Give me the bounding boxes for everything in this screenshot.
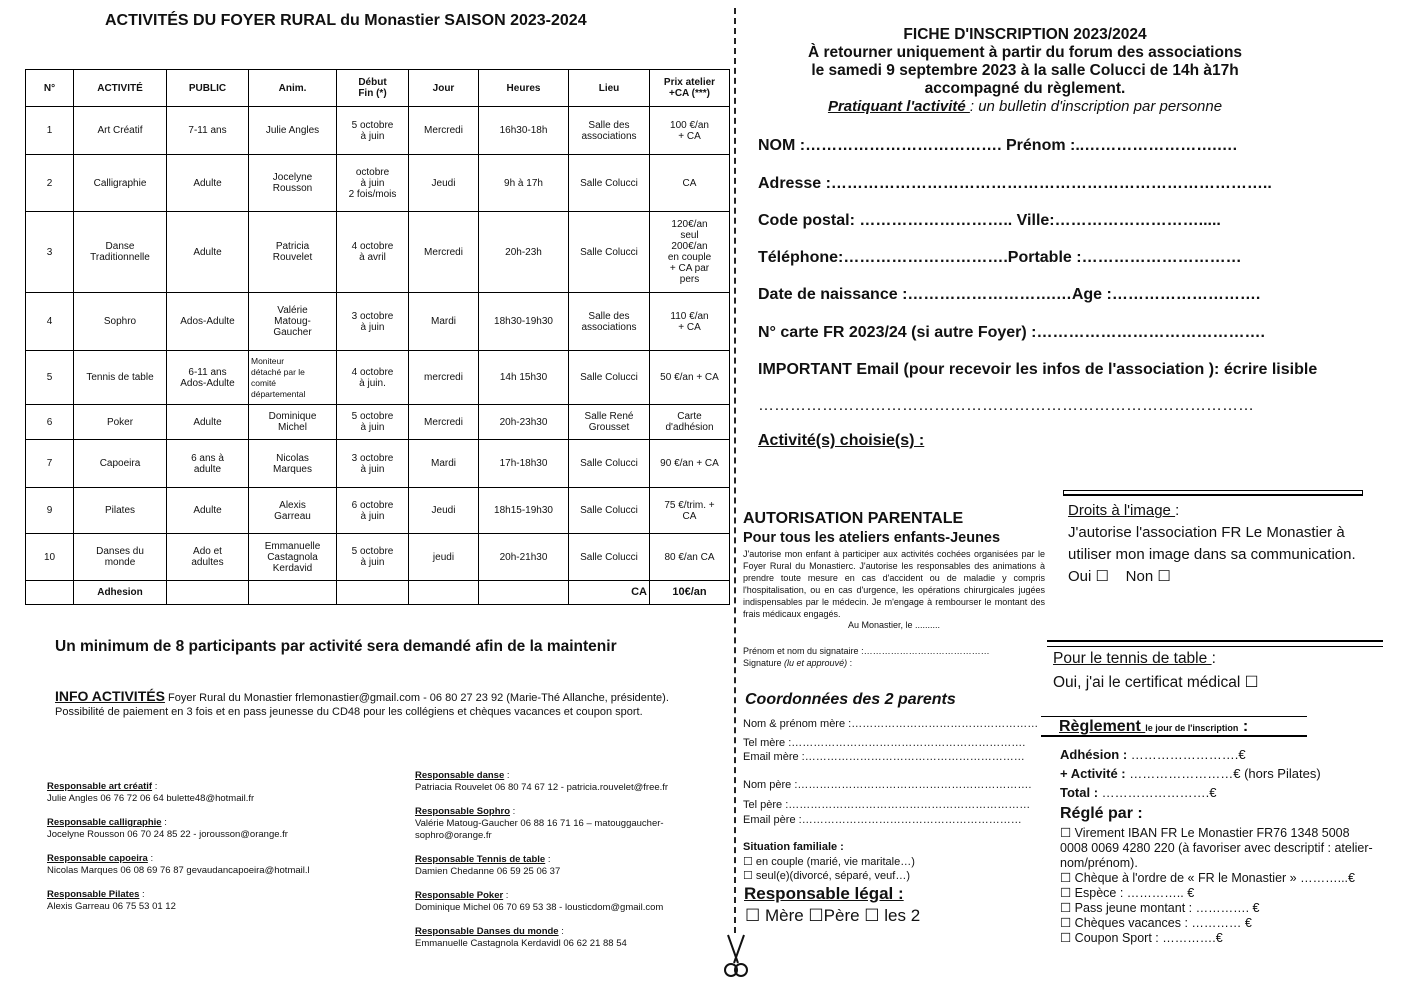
paid-by-title: Réglé par :	[1060, 805, 1143, 822]
cell-anim: Patricia Rouvelet	[249, 212, 337, 293]
cell-n: 5	[26, 351, 74, 405]
parental-place: Au Monastier, le ..........	[847, 620, 941, 630]
resp-text: Patriacia Rouvelet 06 80 74 67 12 - patricia.rouvelet@free.fr	[415, 782, 669, 793]
adhesion-price: 10€/an	[650, 581, 730, 605]
father-email-field[interactable]: Email père :……………………………………………………	[743, 814, 1022, 826]
cell-public: Adulte	[167, 155, 249, 212]
adhesion-amount-field[interactable]: Adhésion : …………………….€	[1060, 747, 1246, 762]
cell-jour: mercredi	[409, 351, 479, 405]
adhesion-row	[26, 581, 730, 605]
father-phone-field[interactable]: Tel père :…………………………………………………………	[743, 799, 1031, 811]
cell-jour: Mardi	[409, 293, 479, 351]
cell-n: 9	[26, 488, 74, 534]
responsables-left-column: Responsable art créatif : Julie Angles 06 76 72 06 64 bulette48@hotmail.fr Responsable calligraphie : Jocelyne Rousson 06 70 24 85 22 - jorousson@orange.fr Responsable capoeira : Nicolas Marques 06 08 69 76 87 gevaudancapoeira@hotmail.l Responsable Pilates : Alexis Garreau 06 75 53 01 12	[47, 781, 310, 912]
activity-amount-field[interactable]: + Activité : ……………………€ (hors Pilates)	[1060, 766, 1321, 781]
info-text: Foyer Rural du Monastier frlemonastier@gmail.com - 06 80 27 23 92 (Marie-Thé Allanche, présidente).	[164, 692, 669, 704]
cell-debut: 4 octobre à avril	[337, 212, 409, 293]
reglement-title: Règlement	[1059, 718, 1146, 735]
cell-activite: Capoeira	[74, 440, 167, 488]
cell-prix: 50 €/an + CA	[650, 351, 730, 405]
cell-public: Adulte	[167, 488, 249, 534]
signer-name-field[interactable]: Prénom et nom du signataire :……………………………………	[743, 646, 990, 656]
father-name-field[interactable]: Nom père :……………………………………………………….	[743, 779, 1032, 791]
cell-heures: 18h15-19h30	[479, 488, 569, 534]
field-email-label: IMPORTANT Email (pour recevoir les infos de l'association ): écrire lisible	[758, 361, 1318, 378]
resp-text: Dominique Michel 06 70 69 53 38 - lousticdom@gmail.com	[415, 902, 664, 913]
table-row	[26, 212, 730, 293]
cell-lieu: Salle Colucci	[569, 351, 650, 405]
form-line-1: À retourner uniquement à partir du forum des associations	[807, 44, 1243, 61]
cell-anim: Nicolas Marques	[249, 440, 337, 488]
resp-title: Responsable art créatif	[47, 781, 153, 792]
image-rights-yes-checkbox[interactable]: Oui ☐	[1068, 568, 1109, 585]
header-prix: Prix atelier +CA (***)	[650, 70, 730, 107]
cell-debut: 5 octobre à juin	[337, 107, 409, 155]
cell-lieu: Salle des associations	[569, 293, 650, 351]
resp-title: Responsable Poker	[415, 890, 504, 901]
cell-prix: 90 €/an + CA	[650, 440, 730, 488]
cell-heures: 16h30-18h	[479, 107, 569, 155]
parents-coordinates-title: Coordonnées des 2 parents	[745, 691, 956, 708]
mother-name-field[interactable]: Nom & prénom mère :……………………………………………	[743, 718, 1039, 730]
cell-jour: Mercredi	[409, 405, 479, 440]
payment-cash-checkbox[interactable]: ☐ Espèce : ………….. €	[1060, 886, 1195, 900]
form-header	[760, 26, 1290, 116]
cell-n: 10	[26, 534, 74, 581]
resp-title: Responsable Sophro	[415, 806, 511, 817]
cell-activite: Danses du monde	[74, 534, 167, 581]
image-rights-bar	[1063, 490, 1363, 496]
payment-cheques-vacances-checkbox[interactable]: ☐ Chèques vacances : ………… €	[1060, 916, 1252, 930]
activities-table	[25, 69, 730, 605]
cell-activite: Sophro	[74, 293, 167, 351]
page-title: ACTIVITÉS DU FOYER RURAL du Monastier SAISON 2023-2024	[105, 12, 587, 29]
header-public: PUBLIC	[167, 70, 249, 107]
cell-jour: jeudi	[409, 534, 479, 581]
adhesion-ca: CA	[569, 581, 650, 605]
parental-authorisation	[743, 510, 1045, 630]
cut-line	[734, 8, 736, 933]
parental-subtitle: Pour tous les ateliers enfants-Jeunes	[743, 530, 1001, 546]
cell-prix: 75 €/trim. + CA	[650, 488, 730, 534]
pratiquant-text: : un bulletin d'inscription par personne	[969, 98, 1223, 115]
field-telephone[interactable]: Téléphone:………………………….Portable :…………………………	[758, 249, 1242, 266]
payment-transfer-checkbox[interactable]: ☐ Virement IBAN FR Le Monastier FR76 1348 5008 0008 0069 4280 220 (à favoriser avec descriptif : atelier-nom/prénom).	[1060, 826, 1373, 870]
cell-n: 1	[26, 107, 74, 155]
situation-single-checkbox[interactable]: ☐ seul(e)(divorcé, séparé, veuf…)	[743, 870, 910, 882]
header-lieu: Lieu	[569, 70, 650, 107]
form-line-3: accompagné du règlement.	[924, 80, 1126, 97]
image-rights-box: Droits à l'image : J'autorise l'association FR Le Monastier à utiliser mon image dans sa communication. Oui ☐ Non ☐	[1063, 490, 1363, 588]
field-activites[interactable]: Activité(s) choisie(s) :	[758, 432, 925, 449]
table-row	[26, 107, 730, 155]
table-row	[26, 351, 730, 405]
field-cp-ville[interactable]: Code postal: ……………………….. Ville:……………………….....	[758, 212, 1221, 229]
cell-jour: Jeudi	[409, 155, 479, 212]
cell-n: 2	[26, 155, 74, 212]
field-naissance[interactable]: Date de naissance :……………………….…Age :……………………….	[758, 286, 1261, 303]
cell-n: 4	[26, 293, 74, 351]
legal-guardian-title: Responsable légal :	[744, 884, 904, 903]
cell-public: Adulte	[167, 405, 249, 440]
cell-n: 3	[26, 212, 74, 293]
cell-heures: 9h à 17h	[479, 155, 569, 212]
cell-debut: 5 octobre à juin	[337, 534, 409, 581]
signature-block	[743, 645, 990, 669]
image-rights-title: Droits à l'image	[1068, 502, 1176, 519]
form-line-2: le samedi 9 septembre 2023 à la salle Colucci de 14h à17h	[811, 62, 1239, 79]
field-nom-prenom[interactable]: NOM :………………………………. Prénom :..…………………….….	[758, 137, 1238, 154]
resp-text: Damien Chedanne 06 59 25 06 37	[415, 866, 561, 877]
mother-email-field[interactable]: Email mère :……………………………………………………	[743, 751, 1025, 763]
tennis-box: Pour le tennis de table : Oui, j'ai le certificat médical ☐	[1047, 640, 1383, 695]
header-activite: ACTIVITÉ	[74, 70, 167, 107]
field-adresse[interactable]: Adresse :………………………………………………………………………..	[758, 175, 1272, 192]
cell-prix: CA	[650, 155, 730, 212]
cell-activite: Pilates	[74, 488, 167, 534]
table-row	[26, 440, 730, 488]
situation-couple-checkbox[interactable]: ☐ en couple (marié, vie maritale…)	[743, 856, 915, 868]
image-rights-text: J'autorise l'association FR Le Monastier à utiliser mon image dans sa communication.	[1068, 524, 1356, 563]
table-row	[26, 155, 730, 212]
reglement-amounts	[1060, 745, 1360, 802]
cell-prix: 120€/an seul 200€/an en couple + CA par pers	[650, 212, 730, 293]
cell-debut: 5 octobre à juin	[337, 405, 409, 440]
cell-lieu: Salle Colucci	[569, 212, 650, 293]
cell-lieu: Salle Colucci	[569, 440, 650, 488]
payment-cheque-checkbox[interactable]: ☐ Chèque à l'ordre de « FR le Monastier » ………...€	[1060, 871, 1355, 885]
cell-jour: Jeudi	[409, 488, 479, 534]
cell-heures: 20h-21h30	[479, 534, 569, 581]
cell-activite: Calligraphie	[74, 155, 167, 212]
tennis-certificate-checkbox[interactable]: Oui, j'ai le certificat médical ☐	[1053, 674, 1259, 691]
cell-anim: Julie Angles	[249, 107, 337, 155]
responsables-right-column: Responsable danse : Patriacia Rouvelet 06 80 74 67 12 - patricia.rouvelet@free.fr Responsable Sophro : Valérie Matoug-Gaucher 06 88 16 71 16 – matouggaucher- sophro@orange.fr Responsable Tennis de table : Damien Chedanne 06 59 25 06 37 Responsable Poker : Dominique Michel 06 70 69 53 38 - lousticdom@gmail.com Responsable Danses du monde : Emmanuelle Castagnola Kerdavidl 06 62 21 88 54	[415, 770, 669, 949]
cell-public: 7-11 ans	[167, 107, 249, 155]
cell-lieu: Salle Colucci	[569, 488, 650, 534]
total-amount-field[interactable]: Total : …………………….€	[1060, 785, 1217, 800]
cell-anim: Dominique Michel	[249, 405, 337, 440]
payment-methods	[1060, 826, 1380, 946]
cell-activite: Tennis de table	[74, 351, 167, 405]
cell-debut: 3 octobre à juin	[337, 440, 409, 488]
resp-title: Responsable calligraphie	[47, 817, 162, 828]
resp-title: Responsable danse	[415, 770, 505, 781]
resp-title: Responsable Danses du monde	[415, 926, 559, 937]
info-text-2: Possibilité de paiement en 3 fois et en pass jeunesse du CD48 pour les collégiens et chèques vacances et coupon sport.	[55, 706, 643, 718]
cell-jour: Mercredi	[409, 212, 479, 293]
cell-anim: Alexis Garreau	[249, 488, 337, 534]
cell-debut: 3 octobre à juin	[337, 293, 409, 351]
header-jour: Jour	[409, 70, 479, 107]
scissors-icon	[722, 933, 750, 979]
cell-jour: Mercredi	[409, 107, 479, 155]
cell-lieu: Salle René Grousset	[569, 405, 650, 440]
cell-public: 6-11 ans Ados-Adulte	[167, 351, 249, 405]
resp-title: Responsable Pilates	[47, 889, 140, 900]
cell-activite: Danse Traditionnelle	[74, 212, 167, 293]
field-carte-fr[interactable]: N° carte FR 2023/24 (si autre Foyer) :…………………………………….	[758, 324, 1265, 341]
cell-jour: Mardi	[409, 440, 479, 488]
cell-activite: Art Créatif	[74, 107, 167, 155]
reglement-subtitle: le jour de l'inscription	[1145, 723, 1239, 733]
header-num: N°	[26, 70, 74, 107]
cell-heures: 20h-23h	[479, 212, 569, 293]
mother-phone-field[interactable]: Tel mère :……………………………………………………….	[743, 737, 1026, 749]
table-header-row	[26, 70, 730, 107]
signature-field[interactable]: Signature (lu et approuvé) :	[743, 658, 853, 668]
form-title: FICHE D'INSCRIPTION 2023/2024	[903, 26, 1147, 43]
resp-text: Emmanuelle Castagnola Kerdavidl 06 62 21 88 54	[415, 938, 627, 949]
cell-anim: Jocelyne Rousson	[249, 155, 337, 212]
tennis-title: Pour le tennis de table	[1053, 650, 1212, 667]
payment-coupon-sport-checkbox[interactable]: ☐ Coupon Sport : ………….€	[1060, 931, 1223, 945]
cell-heures: 20h-23h30	[479, 405, 569, 440]
family-situation-title: Situation familiale :	[743, 841, 844, 853]
image-rights-no-checkbox[interactable]: Non ☐	[1125, 568, 1171, 585]
tennis-bar	[1047, 640, 1383, 647]
resp-title: Responsable capoeira	[47, 853, 148, 864]
cell-lieu: Salle Colucci	[569, 155, 650, 212]
header-heures: Heures	[479, 70, 569, 107]
cell-public: 6 ans à adulte	[167, 440, 249, 488]
cell-lieu: Salle des associations	[569, 107, 650, 155]
cell-prix: 80 €/an CA	[650, 534, 730, 581]
cell-heures: 14h 15h30	[479, 351, 569, 405]
pratiquant-label: Pratiquant l'activité	[827, 98, 970, 115]
resp-title: Responsable Tennis de table	[415, 854, 546, 865]
cell-debut: 6 octobre à juin	[337, 488, 409, 534]
cell-public: Adulte	[167, 212, 249, 293]
resp-text: Nicolas Marques 06 08 69 76 87 gevaudancapoeira@hotmail.l	[47, 865, 310, 876]
table-row	[26, 488, 730, 534]
cell-prix: 110 €/an + CA	[650, 293, 730, 351]
parental-title: AUTORISATION PARENTALE	[743, 510, 964, 527]
header-anim: Anim.	[249, 70, 337, 107]
cell-prix: Carte d'adhésion	[650, 405, 730, 440]
info-activites	[55, 689, 725, 719]
cell-public: Ado et adultes	[167, 534, 249, 581]
cell-n: 6	[26, 405, 74, 440]
cell-heures: 18h30-19h30	[479, 293, 569, 351]
table-row	[26, 405, 730, 440]
info-label: INFO ACTIVITÉS	[55, 688, 165, 704]
resp-text: Alexis Garreau 06 75 53 01 12	[47, 901, 176, 912]
reglement-box: Règlement le jour de l'inscription :	[1041, 716, 1307, 737]
table-row	[26, 293, 730, 351]
cell-anim: Emmanuelle Castagnola Kerdavid	[249, 534, 337, 581]
cell-anim: Moniteur détaché par le comité départemental	[249, 351, 337, 405]
field-email-line[interactable]: …………………………………………………………………………………	[758, 397, 1254, 414]
resp-text: Jocelyne Rousson 06 70 24 85 22 - jorousson@orange.fr	[47, 829, 288, 840]
cell-debut: 4 octobre à juin.	[337, 351, 409, 405]
table-row	[26, 534, 730, 581]
cell-anim: Valérie Matoug- Gaucher	[249, 293, 337, 351]
resp-text: Julie Angles 06 76 72 06 64 bulette48@hotmail.fr	[47, 793, 255, 804]
cell-prix: 100 €/an + CA	[650, 107, 730, 155]
cell-debut: octobre à juin 2 fois/mois	[337, 155, 409, 212]
cell-public: Ados-Adulte	[167, 293, 249, 351]
minimum-participants-note: Un minimum de 8 participants par activité sera demandé afin de la maintenir	[55, 638, 617, 655]
cell-activite: Poker	[74, 405, 167, 440]
payment-pass-jeune-checkbox[interactable]: ☐ Pass jeune montant : …………. €	[1060, 901, 1260, 915]
cell-lieu: Salle Colucci	[569, 534, 650, 581]
resp-text: Valérie Matoug-Gaucher 06 88 16 71 16 – matouggaucher- sophro@orange.fr	[415, 818, 664, 841]
cell-n: 7	[26, 440, 74, 488]
adhesion-label: Adhesion	[74, 581, 167, 605]
parental-body: J'autorise mon enfant à participer aux activités cochées organisées par le Foyer Rural du Monastierc. J'autorise les responsables des animations à prendre toute mesure en cas d'accident ou de maladie y compris l'hospitalisation, ou en cas d'urgence, les opérations chirurgicales jugées indispensables par le médecin. Je m'engage à rembourser le montant des frais médicaux engagés.	[743, 549, 1045, 619]
legal-guardian-options[interactable]: ☐ Mère ☐Père ☐ les 2	[745, 906, 921, 925]
header-debut: Début Fin (*)	[337, 70, 409, 107]
cell-heures: 17h-18h30	[479, 440, 569, 488]
